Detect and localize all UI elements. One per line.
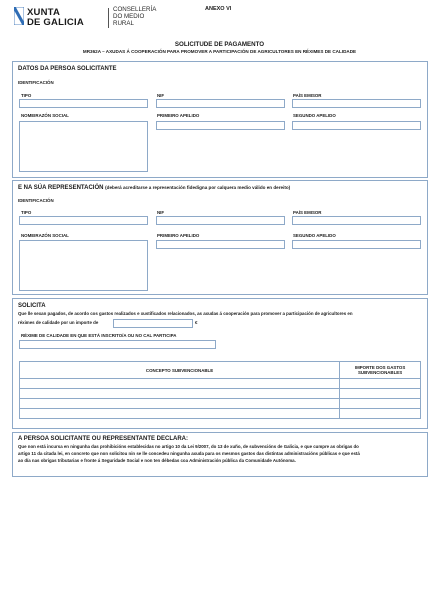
representative-surname2-label: SEGUNDO APELIDO (293, 233, 336, 238)
applicant-name-field[interactable] (19, 121, 148, 172)
applicant-type-label: TIPO (21, 93, 32, 98)
request-text-line1: Que lle sexan pagados, de acordo cos gastos realizados e xustificados relacionados, as axudas á cooperación para promover a participación de agricultores en (18, 311, 353, 316)
declaration-line3: ao día nas obrigas tributarias e fronte á Seguridade Social e non ten débedas coa Administración pública da Comunidade Autónoma. (18, 458, 296, 463)
declaration-line2: artigo 11 da citada lei, en concreto que non solicitou nin se lle concedeu ningunha axuda para os mesmos gastos das distintas administracións públicas e que está (18, 451, 360, 456)
consellaria-name (113, 7, 156, 27)
representative-type-label: TIPO (21, 210, 32, 215)
representative-surname1-field[interactable] (156, 240, 285, 249)
applicant-nif-label: NIF (157, 93, 165, 98)
amount-cell[interactable] (340, 389, 421, 399)
table-row (20, 389, 421, 399)
representative-surname1-label: PRIMEIRO APELIDO (157, 233, 200, 238)
representative-surname2-field[interactable] (292, 240, 421, 249)
amount-cell[interactable] (340, 399, 421, 409)
document-subtitle: MR362A – AXUDAS Á COOPERACIÓN PARA PROMOVER A PARTICIPACIÓN DE AGRICULTORES EN RÉXIMES DE CALIDADE (82, 49, 357, 54)
representative-title: E NA SÚA REPRESENTACIÓN (18, 185, 104, 191)
applicant-type-field[interactable] (19, 99, 148, 108)
consellaria-line2: DO MEDIO (113, 12, 145, 20)
consellaria-line3: RURAL (113, 19, 134, 27)
amount-field[interactable] (113, 319, 193, 328)
request-section (12, 298, 428, 429)
applicant-name-label: NOMEIRAZÓN SOCIAL (21, 113, 69, 118)
concept-header: CONCEPTO SUBVENCIONABLE (20, 362, 340, 379)
document-title: SOLICITUDE DE PAGAMENTO (174, 41, 265, 48)
amount-cell[interactable] (340, 379, 421, 389)
declaration-section-title: A PERSOA SOLICITANTE OU REPRESENTANTE DECLARA: (18, 436, 189, 442)
representative-identification-label: IDENTIFICACIÓN (18, 198, 54, 203)
expenses-table-header (20, 362, 421, 379)
representative-country-field[interactable] (292, 216, 421, 225)
declaration-section (12, 432, 428, 477)
applicant-surname2-label: SEGUNDO APELIDO (293, 113, 336, 118)
representative-name-field[interactable] (19, 240, 148, 291)
declaration-line1: Que non está incursa en ningunha das prohibicións establecidas no artigo 10 da Lei 9/2007, do 13 de xuño, de subvencións de Galicia, e que cumpre as obrigas do (18, 444, 359, 449)
consellaria-line1: CONSELLERÍA (113, 6, 157, 13)
galicia-flag-icon (14, 7, 24, 25)
representative-name-label: NOMEIRAZÓN SOCIAL (21, 233, 69, 238)
applicant-identification-label: IDENTIFICACIÓN (18, 80, 54, 85)
representative-section-title (18, 185, 290, 191)
applicant-surname1-field[interactable] (156, 121, 285, 130)
concept-cell[interactable] (20, 389, 340, 399)
applicant-section (12, 61, 428, 178)
representative-nif-field[interactable] (156, 216, 285, 225)
regime-label: RÉXIME DE CALIDADE EN QUE ESTÁ INSCRITO/A OU NO CAL PARTICIPA (21, 333, 177, 338)
request-text-line2: réximes de calidade por un importe de (18, 320, 99, 325)
applicant-country-field[interactable] (292, 99, 421, 108)
representative-note: (deberá acreditarse a representación fidedigna por calquera medio válido en dereito) (105, 185, 291, 190)
concept-cell[interactable] (20, 379, 340, 389)
expenses-table (19, 361, 421, 419)
request-section-title: SOLICITA (18, 303, 46, 309)
applicant-surname1-label: PRIMEIRO APELIDO (157, 113, 200, 118)
concept-cell[interactable] (20, 399, 340, 409)
applicant-section-title: DATOS DA PERSOA SOLICITANTE (18, 66, 117, 72)
concept-cell[interactable] (20, 409, 340, 419)
logo-line2: DE GALICIA (27, 17, 84, 28)
representative-country-label: PAÍS EMISOR (293, 210, 322, 215)
table-row (20, 379, 421, 389)
applicant-nif-field[interactable] (156, 99, 285, 108)
applicant-surname2-field[interactable] (292, 121, 421, 130)
annex-label: ANEXO VI (205, 6, 232, 12)
logo-divider (108, 8, 109, 28)
representative-type-field[interactable] (19, 216, 148, 225)
representative-nif-label: NIF (157, 210, 165, 215)
applicant-country-label: PAÍS EMISOR (293, 93, 322, 98)
representative-section (12, 180, 428, 295)
table-row (20, 399, 421, 409)
amount-header: IMPORTE DOS GASTOS SUBVENCIONABLES (340, 362, 421, 379)
xunta-logo (14, 6, 157, 29)
regime-field[interactable] (19, 340, 216, 349)
currency-symbol: € (195, 320, 198, 325)
amount-cell[interactable] (340, 409, 421, 419)
table-row (20, 409, 421, 419)
logo-line1: XUNTA (27, 7, 61, 18)
